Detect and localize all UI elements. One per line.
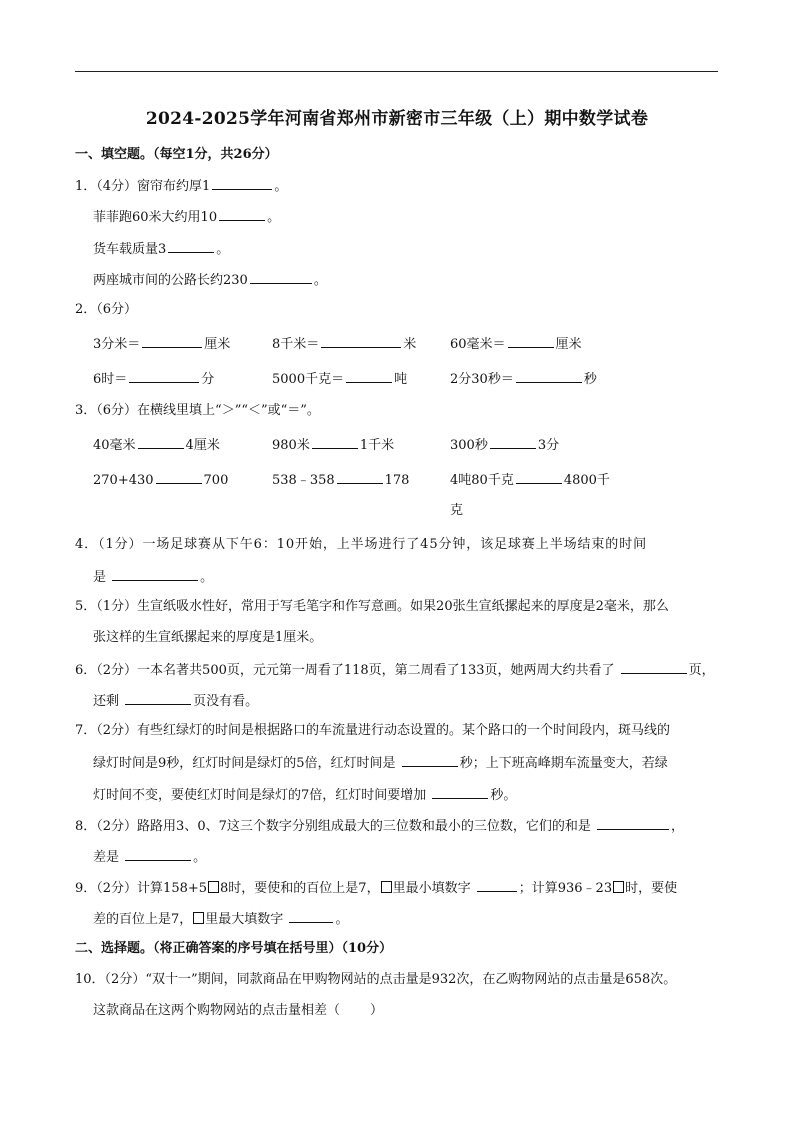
item-text: 差的百位上是7， (93, 912, 193, 927)
item-text: 是 (93, 570, 107, 585)
answer-blank[interactable] (312, 434, 358, 449)
answer-blank[interactable] (138, 434, 184, 449)
answer-blank[interactable] (402, 752, 458, 767)
question-5-line-2: 张这样的生宣纸摞起来的厚度是1厘米。 (93, 630, 323, 645)
item-text: 980米 (272, 438, 310, 453)
answer-blank[interactable] (516, 469, 562, 484)
item-text: 270+430 (93, 473, 154, 488)
question-9-line-1 (75, 877, 677, 899)
answer-blank[interactable] (621, 659, 687, 674)
item-text: 1千米 (359, 438, 395, 453)
question-1-text-c: 货车载质量3 (93, 242, 167, 257)
item-text: 4吨80千克 (450, 473, 514, 488)
punct: 页， (688, 663, 715, 678)
question-2-heading: 2．（6分） (75, 302, 138, 317)
answer-blank[interactable] (250, 269, 312, 284)
question-7-line-1: 7．（2分）有些红绿灯的时间是根据路口的车流量进行动态设置的。某个路口的一个时间段内，斑马线的 (75, 723, 671, 738)
item-text: 8时，要使和的百位上是7， (220, 881, 380, 896)
question-6-line-2 (93, 690, 258, 712)
item-text: 6．（2分）一本名著共500页，元元第一周看了118页，第二周看了133页，她两周大约共看了 (75, 663, 615, 678)
answer-blank[interactable] (516, 368, 582, 383)
q2-r1-c2 (272, 333, 416, 355)
q3-r2-c2 (272, 469, 409, 491)
item-text: 2分30秒＝ (450, 372, 514, 387)
answer-blank[interactable] (112, 566, 198, 581)
question-1-text-a: 1．（4分）窗帘布约厚1 (75, 179, 211, 194)
question-4-line-2 (93, 566, 213, 588)
item-text: 4厘米 (185, 438, 220, 453)
digit-box (193, 912, 204, 924)
question-1-line-2 (93, 206, 280, 228)
question-5-line-1: 5．（1分）生宣纸吸水性好，常用于写毛笔字和作写意画。如果20张生宣纸摞起来的厚度是2毫米，那么 (75, 599, 669, 614)
item-text: 灯时间不变，要使红灯时间是绿灯的7倍，红灯时间要增加 (93, 788, 427, 803)
item-text: 这款商品在这两个购物网站的点击量相差（ (93, 1003, 341, 1018)
answer-blank[interactable] (142, 333, 202, 348)
punct: 。 (193, 850, 207, 865)
punct: 秒。 (490, 788, 517, 803)
unit-text: 米 (403, 337, 417, 352)
q3-r2-c3 (450, 469, 610, 491)
answer-blank[interactable] (597, 815, 669, 830)
item-text: ；计算936﹣23 (518, 881, 613, 896)
punct: 。 (200, 570, 214, 585)
section-choice-heading: 二、选择题。（将正确答案的序号填在括号里）（10分） (75, 941, 393, 956)
question-6-line-1 (75, 659, 715, 681)
answer-blank[interactable] (125, 690, 191, 705)
punct: 。 (313, 273, 327, 288)
question-8-line-1 (75, 815, 684, 837)
item-text: 里最小填数字 (392, 881, 471, 896)
question-7-line-3 (93, 784, 516, 806)
answer-blank[interactable] (337, 469, 383, 484)
answer-blank[interactable] (125, 846, 191, 861)
digit-box (381, 881, 392, 893)
unit-text: 厘米 (204, 337, 231, 352)
digit-box[interactable] (613, 881, 624, 893)
header-rule (75, 71, 718, 72)
q2-r2-c2 (272, 368, 407, 390)
answer-blank[interactable] (212, 175, 272, 190)
question-3-heading: 3．（6分）在横线里填上“＞”“＜”或“＝”。 (75, 403, 320, 418)
q2-r1-c1 (93, 333, 230, 355)
item-text: 40毫米 (93, 438, 136, 453)
question-8-line-2 (93, 846, 206, 868)
question-1-line-4 (93, 269, 327, 291)
punct: 页没有看。 (193, 694, 259, 709)
item-text: 4800千 (563, 473, 610, 488)
punct: 。 (267, 210, 281, 225)
answer-blank[interactable] (346, 368, 392, 383)
item-text: 差是 (93, 850, 120, 865)
unit-text: 厘米 (555, 337, 582, 352)
question-9-line-2 (93, 908, 348, 930)
answer-blank[interactable] (129, 368, 199, 383)
section-fill-in-heading: 一、填空题。（每空1分，共26分） (75, 147, 278, 162)
answer-blank[interactable] (156, 469, 202, 484)
answer-blank[interactable] (508, 333, 554, 348)
item-text: 300秒 (450, 438, 488, 453)
unit-text: 秒 (583, 372, 597, 387)
answer-blank[interactable] (432, 784, 488, 799)
item-text: 538﹣358 (272, 473, 335, 488)
punct: ） (370, 1003, 384, 1018)
item-text: 3分 (537, 438, 560, 453)
q3-wrap-text: 克 (450, 503, 464, 518)
answer-blank[interactable] (168, 238, 214, 253)
digit-box[interactable] (208, 881, 219, 893)
question-1-text-b: 菲菲跑60米大约用10 (93, 210, 218, 225)
item-text: 里最大填数字 (205, 912, 284, 927)
item-text: 60毫米＝ (450, 337, 506, 352)
question-4-line-1: 4．（1分）一场足球赛从下午6：10开始，上半场进行了45分钟，该足球赛上半场结束的时间 (75, 537, 647, 552)
answer-blank[interactable] (490, 434, 536, 449)
answer-blank[interactable] (477, 877, 517, 892)
punct: 。 (335, 912, 349, 927)
item-text: 178 (384, 473, 410, 488)
question-10-line-2 (93, 1001, 383, 1021)
question-1-line-1 (75, 175, 287, 197)
q2-r2-c3 (450, 368, 597, 390)
question-1-line-3 (93, 238, 229, 260)
item-text: 700 (203, 473, 229, 488)
item-text: 8千米＝ (272, 337, 320, 352)
unit-text: 吨 (394, 372, 408, 387)
item-text: 8．（2分）路路用3、0、7这三个数字分别组成最大的三位数和最小的三位数，它们的和是 (75, 819, 591, 834)
answer-blank[interactable] (321, 333, 401, 348)
answer-blank[interactable] (219, 206, 265, 221)
unit-text: 分 (201, 372, 215, 387)
item-text: 6时＝ (93, 372, 128, 387)
item-text: 5000千克＝ (272, 372, 345, 387)
q2-r2-c1 (93, 368, 214, 390)
item-text: 3分米＝ (93, 337, 141, 352)
question-10-line-1: 10．（2分）“双十一”期间，同款商品在甲购物网站的点击量是932次，在乙购物网站的点击量是658次。 (75, 972, 677, 987)
q2-r1-c3 (450, 333, 582, 355)
item-text: 时，要使 (625, 881, 678, 896)
item-text: 秒；上下班高峰期车流量变大，若绿 (459, 756, 668, 771)
q3-r1-c1 (93, 434, 220, 456)
page-title: 2024-2025学年河南省郑州市新密市三年级（上）期中数学试卷 (145, 109, 649, 129)
answer-blank[interactable] (289, 908, 333, 923)
punct: ， (671, 819, 685, 834)
q3-r1-c3 (450, 434, 559, 456)
q3-r1-c2 (272, 434, 394, 456)
item-text: 绿灯时间是9秒，红灯时间是绿灯的5倍，红灯时间是 (93, 756, 396, 771)
question-1-text-d: 两座城市间的公路长约230 (93, 273, 248, 288)
item-text: 9．（2分）计算158+5 (75, 881, 208, 896)
item-text: 还剩 (93, 694, 120, 709)
punct: 。 (274, 179, 288, 194)
punct: 。 (216, 242, 230, 257)
q3-r2-c1 (93, 469, 228, 491)
question-7-line-2 (93, 752, 668, 774)
